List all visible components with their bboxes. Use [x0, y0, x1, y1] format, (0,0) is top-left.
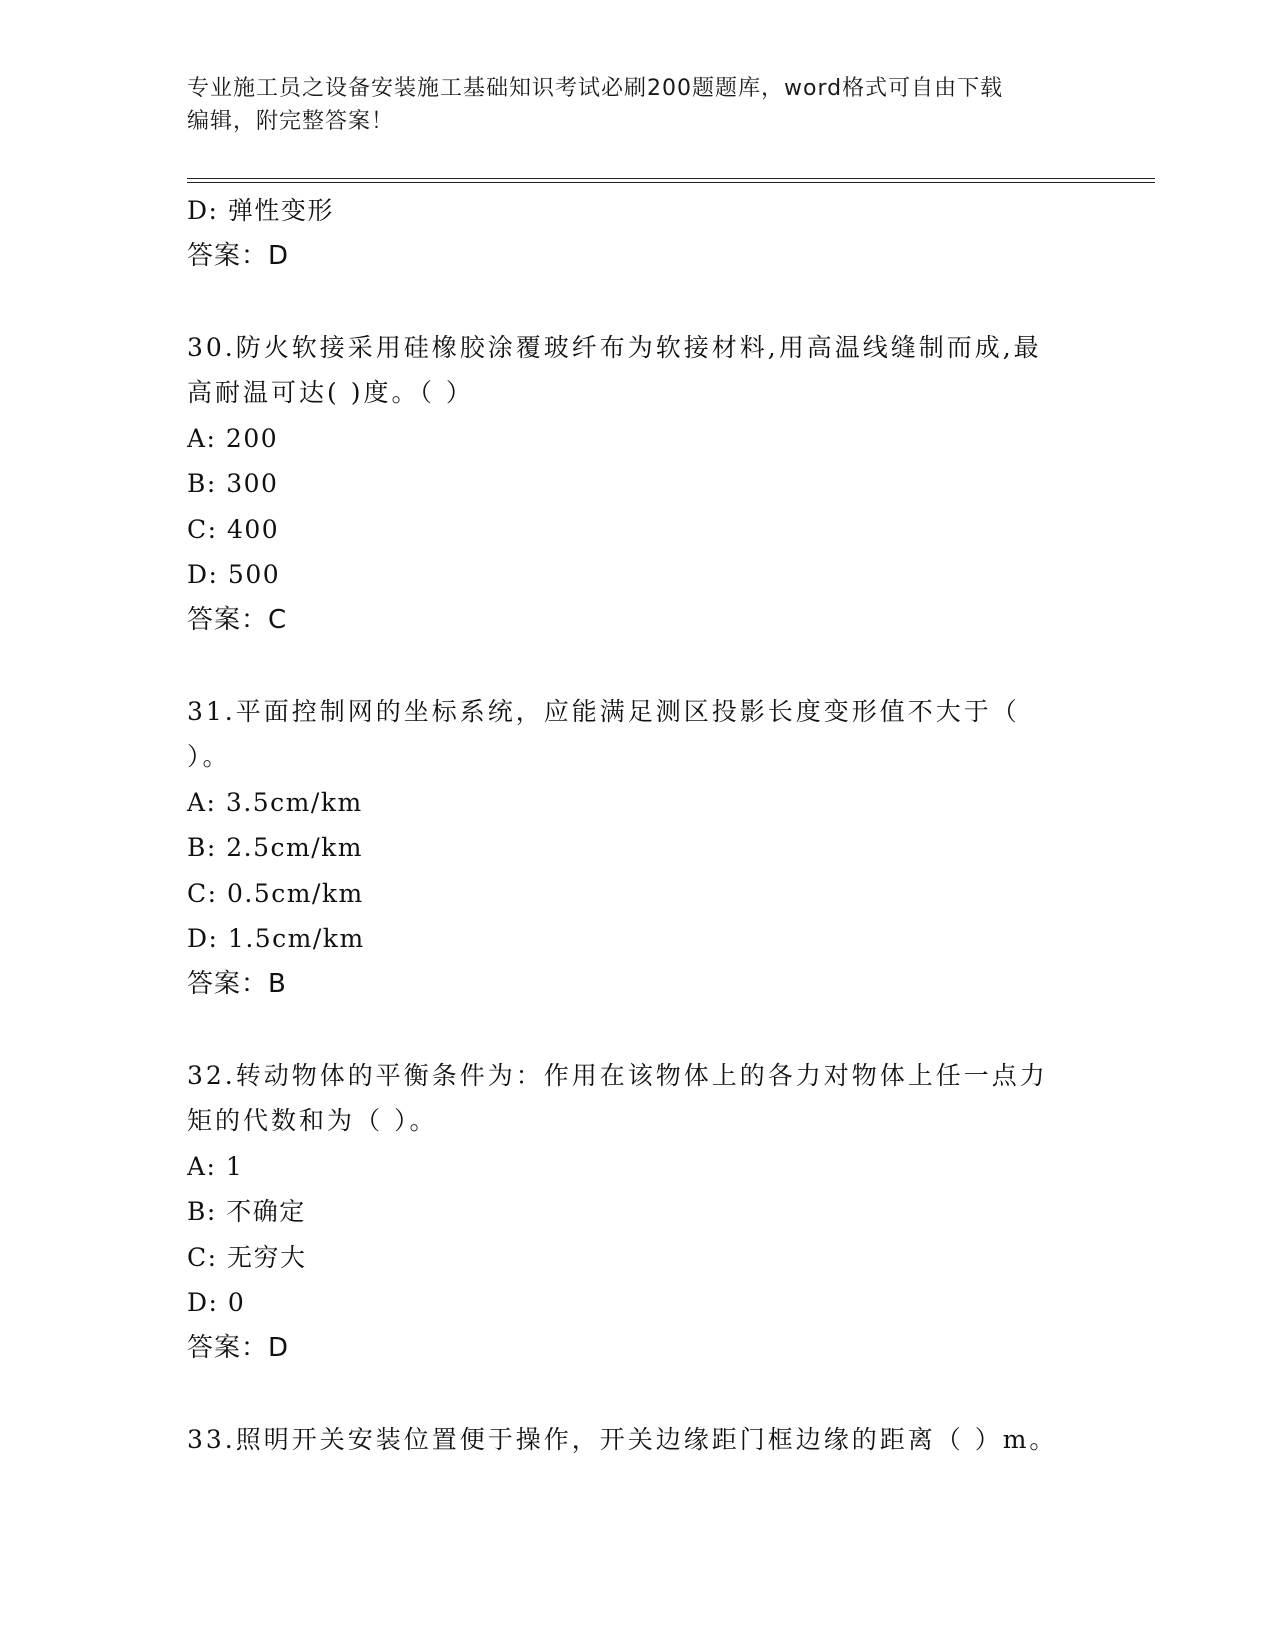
spacer	[187, 643, 1087, 689]
document-header	[187, 72, 1067, 138]
question-33	[187, 1417, 1087, 1463]
question-list	[187, 188, 1087, 1462]
answer: 答案：D	[187, 1332, 290, 1363]
header-line-1: 专业施工员之设备安装施工基础知识考试必刷200题题库，word格式可自由下载	[187, 76, 1004, 101]
option-d: D: 1.5cm/km	[187, 924, 365, 953]
header-line-2: 编辑，附完整答案！	[187, 109, 395, 134]
question-30	[187, 325, 1087, 644]
spacer	[187, 1371, 1087, 1417]
option-a: A: 200	[187, 423, 279, 453]
header-divider-top	[187, 178, 1155, 179]
question-31	[187, 689, 1087, 1008]
option-b: B: 300	[187, 469, 279, 498]
option-a: A: 1	[187, 1151, 244, 1181]
question-text-line: 31.平面控制网的坐标系统，应能满足测区投影长度变形值不大于（	[187, 696, 1020, 726]
option-d: D: 0	[187, 1288, 246, 1317]
question-text-line: 32.转动物体的平衡条件为：作用在该物体上的各力对物体上任一点力	[187, 1060, 1048, 1090]
question-text-line: 高耐温可达( )度。（ ）	[187, 378, 474, 407]
option-c: C: 400	[187, 514, 280, 544]
answer: 答案：C	[187, 604, 288, 635]
question-text-line: 33.照明开关安装位置便于操作，开关边缘距门框边缘的距离（ ）m。	[187, 1424, 1058, 1454]
prev-option-d: D: 弹性变形	[187, 196, 334, 225]
option-a: A: 3.5cm/km	[187, 787, 363, 817]
question-32	[187, 1053, 1087, 1372]
option-d: D: 500	[187, 560, 281, 589]
spacer	[187, 1007, 1087, 1053]
option-c: C: 0.5cm/km	[187, 878, 364, 908]
spacer	[187, 279, 1087, 325]
question-text-line: 30.防火软接采用硅橡胶涂覆玻纤布为软接材料,用高温线缝制而成,最	[187, 332, 1042, 362]
option-c: C: 无穷大	[187, 1242, 307, 1272]
question-text-line: 矩的代数和为（ ）。	[187, 1106, 438, 1135]
question-text-line: ）。	[187, 742, 231, 771]
header-divider-bottom	[187, 182, 1155, 183]
option-b: B: 2.5cm/km	[187, 833, 363, 862]
answer: 答案：B	[187, 968, 287, 999]
prev-answer: 答案：D	[187, 240, 290, 271]
option-b: B: 不确定	[187, 1197, 306, 1226]
